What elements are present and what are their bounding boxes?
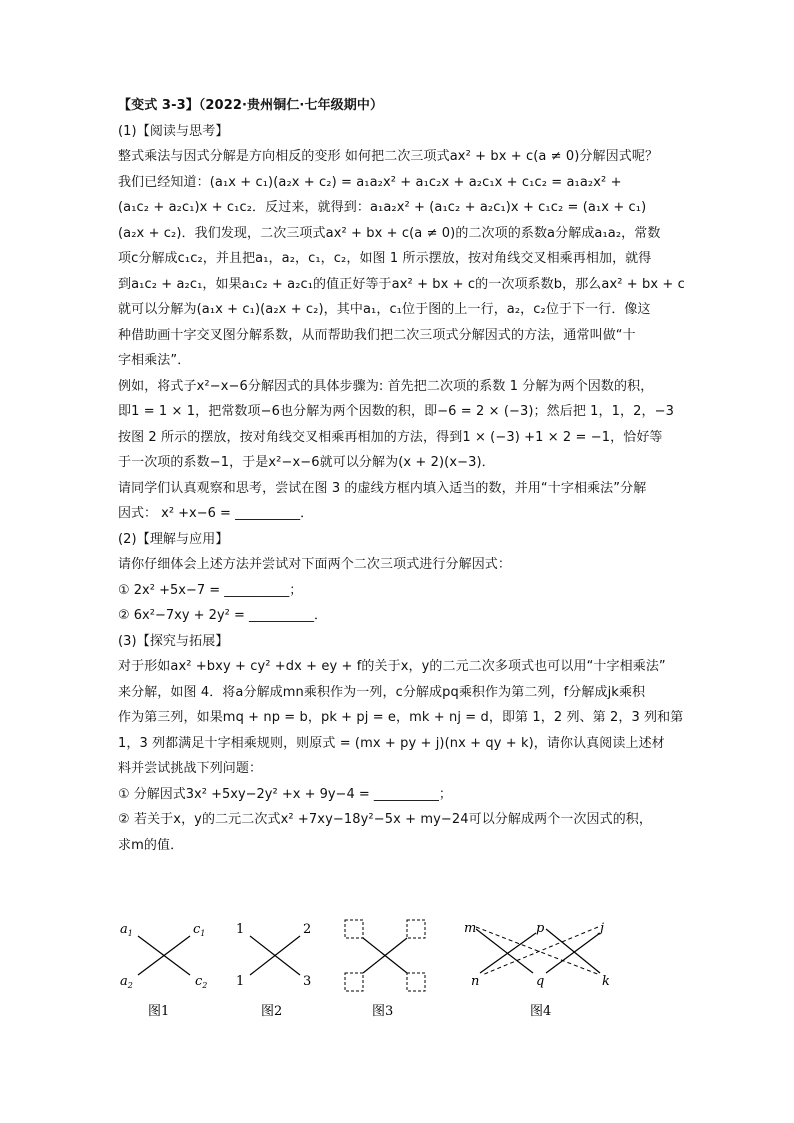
fig2-bottom-left: 1: [236, 974, 245, 989]
fill-in-blank: 因式： x² +x−6 = __________．: [118, 506, 314, 521]
fig1-c1: $c_1$: [193, 922, 206, 938]
fig4-j: j: [600, 921, 605, 936]
figures: [118, 915, 638, 1025]
section-1-heading: (1)【阅读与思考】: [118, 123, 229, 139]
fig1-a1: $a_1$: [120, 922, 133, 938]
fig3-empty-box: [345, 920, 363, 938]
fill-in-blank: ② 6x²−7xy + 2y² = __________．: [118, 608, 328, 623]
fig4-p: p: [536, 921, 545, 936]
fig4-caption: 图4: [530, 1004, 552, 1019]
fig1-c2: $c_2$: [195, 974, 208, 990]
fig4-n: n: [471, 974, 480, 989]
text-line: 作为第三列，如果mq + np = b，pk + pj = e，mk + nj = d，即第 1，2 列、第 2，3 列和第: [118, 710, 684, 725]
text-line: 请你仔细体会上述方法并尝试对下面两个二次三项式进行分解因式：: [118, 557, 512, 572]
text-line: ② 若关于x，y的二元二次式x² +7xy−18y²−5x + my−24可以分解成两个一次因式的积，: [118, 812, 653, 827]
text-line: 项c分解成c₁c₂，并且把a₁，a₂，c₁，c₂，如图 1 所示摆放，按对角线交叉相乘再相加，就得: [118, 251, 652, 266]
text-line: 料并尝试挑战下列问题：: [118, 761, 263, 776]
figure-2: [236, 922, 311, 1019]
fill-in-blank: ① 2x² +5x−7 = __________；: [118, 582, 303, 598]
text-line: 即1 = 1 × 1，把常数项−6也分解为两个因数的积，即−6 = 2 × (−3)；然后把 1，1，2，−3: [118, 404, 674, 419]
figure-4: [464, 921, 610, 1019]
fig2-bottom-right: 3: [303, 974, 312, 989]
text-line: 来分解，如图 4．将a分解成mn乘积作为一列，c分解成pq乘积作为第二列，f分解成jk乘积: [118, 684, 646, 700]
problem-text: [118, 93, 685, 858]
fig2-caption: 图2: [261, 1004, 283, 1019]
fig3-empty-box: [407, 920, 425, 938]
text-line: 种借助画十字交叉图分解系数，从而帮助我们把二次三项式分解因式的方法，通常叫做“十: [118, 327, 636, 343]
fig4-q: q: [536, 974, 545, 989]
fig2-top-left: 1: [236, 922, 245, 937]
fig3-caption: 图3: [372, 1004, 394, 1019]
text-line: 1，3 列都满足十字相乘规则，则原式 = (mx + py + j)(nx + qy + k)，请你认真阅读上述材: [118, 735, 665, 751]
text-line: 例如，将式子x²−x−6分解因式的具体步骤为: 首先把二次项的系数 1 分解为两个因数的积，: [118, 378, 654, 394]
text-line: 我们已经知道：(a₁x + c₁)(a₂x + c₂) = a₁a₂x² + a₁c₂x + a₂c₁x + c₁c₂ = a₁a₂x² +: [118, 174, 622, 190]
fig4-solid-diagonal: [476, 929, 533, 973]
section-2-heading: (2)【理解与应用】: [118, 531, 229, 547]
fig2-top-right: 2: [303, 922, 312, 937]
fig1-a2: $a_2$: [120, 974, 133, 990]
text-line: (a₂x + c₂)．我们发现，二次三项式ax² + bx + c(a ≠ 0)的二次项的系数a分解成a₁a₂，常数: [118, 225, 661, 241]
figure-3: [345, 920, 425, 1019]
text-line: 于一次项的系数−1，于是x²−x−6就可以分解为(x + 2)(x−3)．: [118, 455, 495, 470]
fig4-m: m: [464, 921, 477, 936]
section-3-heading: (3)【探究与拓展】: [118, 633, 229, 649]
fig3-empty-box: [345, 973, 363, 991]
problem-header: 【变式 3-3】（2022·贵州铜仁·七年级期中）: [118, 98, 384, 113]
text-line: 整式乘法与因式分解是方向相反的变形 如何把二次三项式ax² + bx + c(a ≠ 0)分解因式呢？: [118, 149, 659, 164]
fill-in-blank: ① 分解因式3x² +5xy−2y² +x + 9y−4 = __________；: [118, 786, 452, 802]
fig1-caption: 图1: [148, 1004, 170, 1019]
text-line: 到a₁c₂ + a₂c₁，如果a₁c₂ + a₂c₁的值正好等于ax² + bx + c的一次项系数b，那么ax² + bx + c: [118, 276, 685, 292]
text-line: 对于形如ax² +bxy + cy² +dx + ey + f的关于x，y的二元二次多项式也可以用“十字相乘法”: [118, 659, 666, 674]
text-line: 就可以分解为(a₁x + c₁)(a₂x + c₂)，其中a₁，c₁位于图的上一行，a₂，c₂位于下一行．像这: [118, 302, 651, 317]
fig3-empty-box: [407, 973, 425, 991]
text-line: 请同学们认真观察和思考，尝试在图 3 的虚线方框内填入适当的数，并用“十字相乘法”分解: [118, 480, 647, 496]
figure-1: [120, 922, 207, 1019]
text-line: (a₁c₂ + a₂c₁)x + c₁c₂．反过来，就得到：a₁a₂x² + (a₁c₂ + a₂c₁)x + c₁c₂ = (a₁x + c₁): [118, 200, 647, 215]
text-line: 求m的值．: [118, 837, 184, 853]
text-line: 按图 2 所示的摆放，按对角线交叉相乘再相加的方法，得到1 × (−3) +1 × 2 = −1，恰好等: [118, 429, 663, 445]
text-line: 字相乘法”．: [118, 353, 191, 368]
fig4-k: k: [602, 974, 610, 989]
